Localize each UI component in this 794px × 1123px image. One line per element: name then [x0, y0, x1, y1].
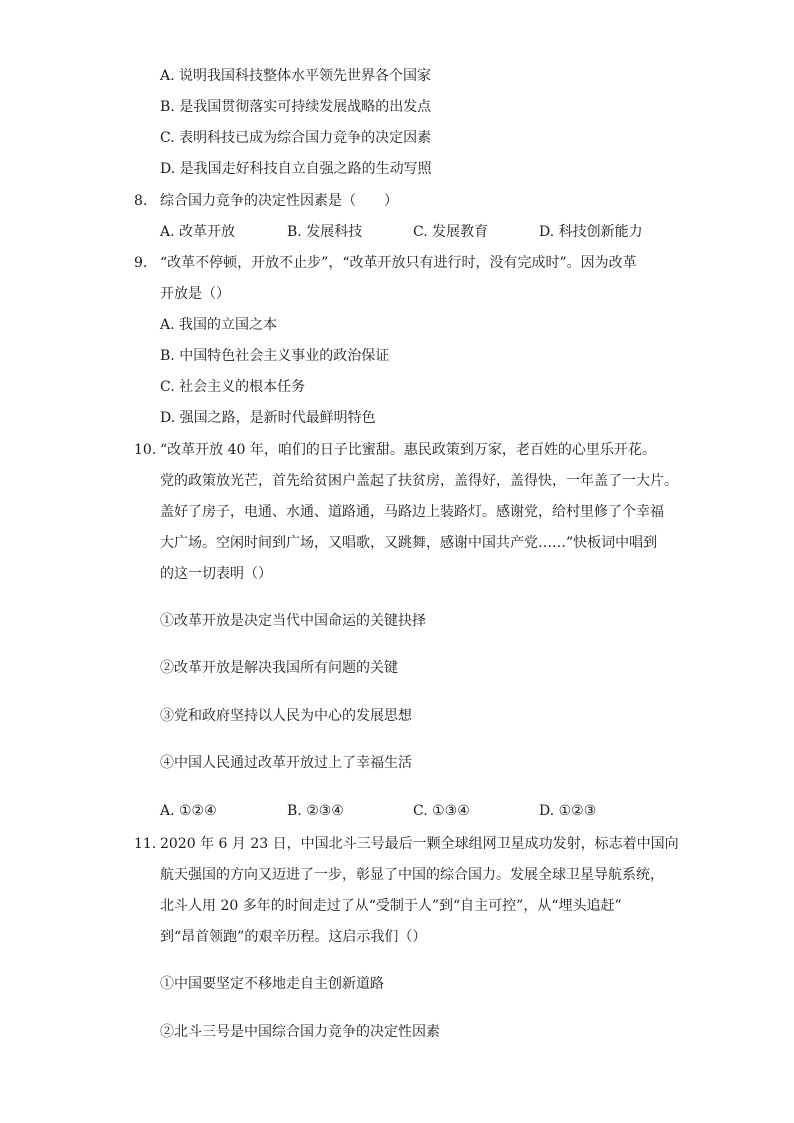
- q10-option-a: A. ①②④: [160, 803, 217, 819]
- q11-statement-2: ②北斗三号是中国综合国力竞争的决定性因素: [160, 1024, 440, 1040]
- q7-option-a: A. 说明我国科技整体水平领先世界各个国家: [160, 68, 432, 84]
- q8-option-b: B. 发展科技: [287, 224, 363, 240]
- q9-option-b: B. 中国特色社会主义事业的政治保证: [160, 348, 390, 364]
- q9-stem-line-2: 开放是（）: [160, 286, 230, 302]
- q8-option-a: A. 改革开放: [160, 224, 236, 240]
- q10-stem-line-2: 党的政策放光芒，首先给贫困户盖起了扶贫房，盖得好，盖得快，一年盖了一大片。: [160, 473, 678, 489]
- q7-option-b: B. 是我国贯彻落实可持续发展战略的出发点: [160, 99, 432, 115]
- q9-option-d: D. 强国之路，是新时代最鲜明特色: [160, 410, 376, 426]
- q8-stem: 综合国力竞争的决定性因素是（ ）: [160, 193, 398, 209]
- q9-option-a: A. 我国的立国之本: [160, 317, 278, 333]
- q9-stem-line-1: “改革不停顿，开放不止步”，“改革开放只有进行时，没有完成时”。因为改革: [160, 255, 637, 271]
- q10-stem-line-5: 的这一切表明（）: [160, 566, 272, 582]
- q11-stem-line-4: 到“昂首领跑”的艰辛历程。这启示我们（）: [160, 929, 427, 945]
- q10-statement-4: ④中国人民通过改革开放过上了幸福生活: [160, 755, 412, 771]
- q10-option-d: D. ①②③: [539, 803, 597, 819]
- q9-number: 9.: [134, 255, 148, 271]
- q8-number: 8.: [134, 193, 148, 209]
- q10-number: 10.: [134, 442, 157, 458]
- q11-number: 11.: [134, 836, 157, 852]
- q8-option-d: D. 科技创新能力: [539, 224, 643, 240]
- q11-stem-line-1: 2020 年 6 月 23 日，中国北斗三号最后一颗全球组网卫星成功发射，标志着中国向: [160, 836, 679, 852]
- q8-option-c: C. 发展教育: [413, 224, 489, 240]
- q11-stem-line-2: 航天强国的方向又迈进了一步，彰显了中国的综合国力。发展全球卫星导航系统，: [160, 867, 664, 883]
- q10-statement-1: ①改革开放是决定当代中国命运的关键抉择: [160, 613, 426, 629]
- q10-statement-2: ②改革开放是解决我国所有问题的关键: [160, 660, 398, 676]
- q9-option-c: C. 社会主义的根本任务: [160, 379, 306, 395]
- q10-option-b: B. ②③④: [287, 803, 344, 819]
- q7-option-c: C. 表明科技已成为综合国力竞争的决定因素: [160, 130, 432, 146]
- q7-option-d: D. 是我国走好科技自立自强之路的生动写照: [160, 161, 432, 177]
- q11-statement-1: ①中国要坚定不移地走自主创新道路: [160, 976, 384, 992]
- q10-stem-line-4: 大广场。空闲时间到广场，又唱歌，又跳舞，感谢中国共产党……”快板词中唱到: [160, 535, 658, 551]
- q10-option-c: C. ①③④: [413, 803, 470, 819]
- q11-stem-line-3: 北斗人用 20 多年的时间走过了从“受制于人”到“自主可控”，从“埋头追赶”: [160, 898, 622, 914]
- q10-statement-3: ③党和政府坚持以人民为中心的发展思想: [160, 708, 412, 724]
- q10-stem-line-3: 盖好了房子，电通、水通、道路通，马路边上装路灯。感谢党，给村里修了个幸福: [160, 504, 664, 520]
- q10-stem-line-1: “改革开放 40 年，咱们的日子比蜜甜。惠民政策到万家，老百姓的心里乐开花。: [160, 442, 656, 458]
